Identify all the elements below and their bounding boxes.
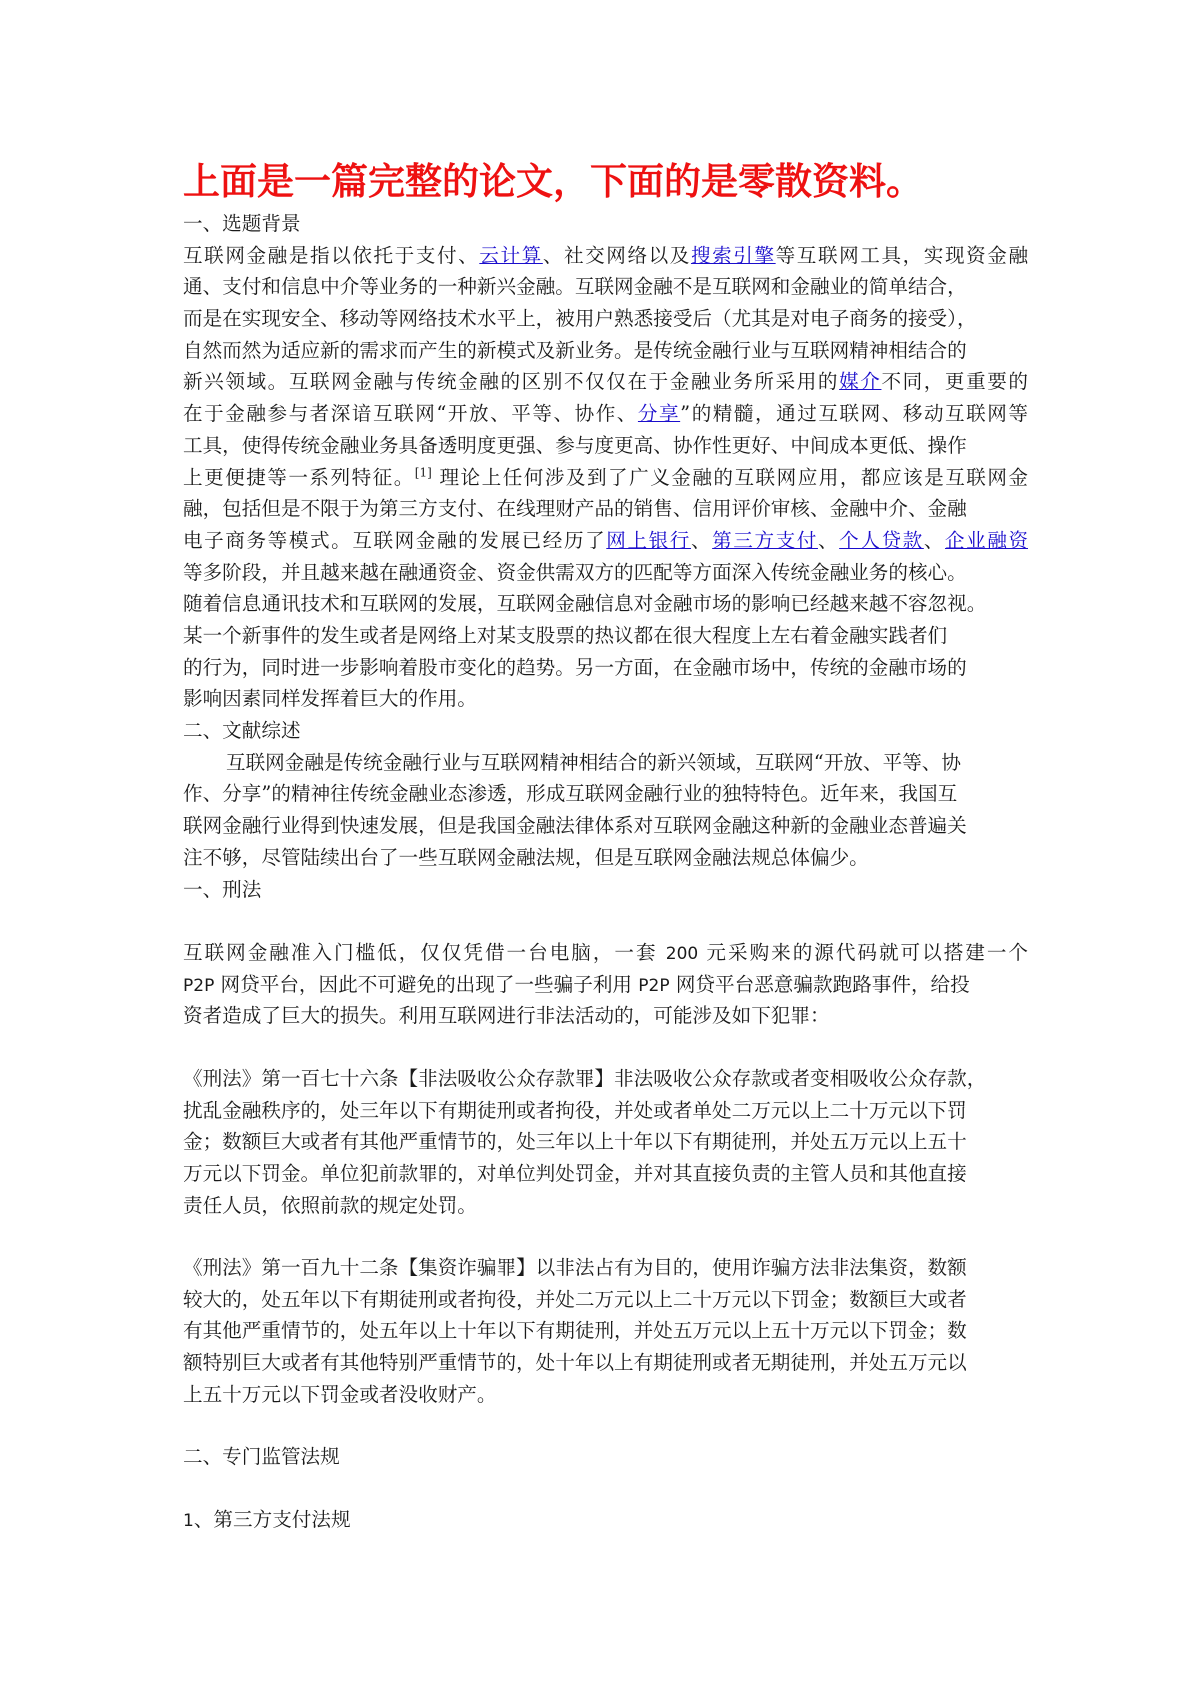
paragraph-line: 的行为，同时进一步影响着股市变化的趋势。另一方面，在金融市场中，传统的金融市场的 bbox=[183, 655, 967, 679]
paragraph-line: 较大的，处五年以下有期徒刑或者拘役，并处二万元以上二十万元以下罚金；数额巨大或者 bbox=[183, 1287, 967, 1311]
paragraph-line: 电子商务等模式。互联网金融的发展已经历了网上银行、第三方支付、个人贷款、企业融资 bbox=[183, 528, 1028, 552]
paragraph-line: 金；数额巨大或者有其他严重情节的，处三年以上十年以下有期徒刑，并处五万元以上五十 bbox=[183, 1130, 967, 1154]
paragraph-line: 在于金融参与者深谙互联网“开放、平等、协作、分享”的精髓，通过互联网、移动互联网等 bbox=[183, 402, 1028, 426]
paragraph-line: 作、分享”的精神往传统金融业态渗透，形成互联网金融行业的独特特色。近年来，我国互 bbox=[183, 782, 958, 806]
paragraph-line: 互联网金融准入门槛低，仅仅凭借一台电脑，一套 200 元采购来的源代码就可以搭建一个 bbox=[183, 941, 1028, 964]
criminal-paragraph-3 bbox=[183, 1252, 1028, 1410]
paragraph-line: 通、支付和信息中介等业务的一种新兴金融。互联网金融不是互联网和金融业的简单结合， bbox=[183, 275, 967, 299]
paragraph-line: 某一个新事件的发生或者是网络上对某支股票的热议都在很大程度上左右着金融实践者们 bbox=[183, 623, 948, 647]
link-third-party-payment[interactable]: 第三方支付 bbox=[712, 528, 818, 552]
subsection-heading: 1、第三方支付法规 bbox=[183, 1508, 351, 1531]
paragraph-line: 万元以下罚金。单位犯前款罪的，对单位判处罚金，并对其直接负责的主管人员和其他直接 bbox=[183, 1162, 967, 1186]
paragraph-line: 《刑法》第一百七十六条【非法吸收公众存款罪】非法吸收公众存款或者变相吸收公众存款， bbox=[183, 1067, 987, 1090]
paragraph-line: 上更便捷等一系列特征。[1] 理论上任何涉及到了广义金融的互联网应用，都应该是互联网金 bbox=[183, 464, 1028, 489]
link-media[interactable]: 媒介 bbox=[839, 370, 882, 394]
footnote-reference[interactable]: [1] bbox=[414, 464, 432, 479]
paragraph-line: 融，包括但是不限于为第三方支付、在线理财产品的销售、信用评价审核、金融中介、金融 bbox=[183, 497, 967, 521]
paragraph-line: 资者造成了巨大的损失。利用互联网进行非法活动的，可能涉及如下犯罪： bbox=[183, 1004, 830, 1028]
paragraph-line: 自然而然为适应新的需求而产生的新模式及新业务。是传统金融行业与互联网精神相结合的 bbox=[183, 338, 967, 362]
paragraph-line: 影响因素同样发挥着巨大的作用。 bbox=[183, 687, 477, 711]
paragraph-line: 随着信息通讯技术和互联网的发展，互联网金融信息对金融市场的影响已经越来越不容忽视。 bbox=[183, 592, 987, 616]
link-search-engine[interactable]: 搜索引擎 bbox=[690, 243, 776, 267]
paragraph-line: 等多阶段，并且越来越在融通资金、资金供需双方的匹配等方面深入传统金融业务的核心。 bbox=[183, 560, 967, 584]
section-criminal-law-heading bbox=[183, 874, 1028, 906]
section-heading-regulation: 二、专门监管法规 bbox=[183, 1445, 340, 1468]
section-literature-review bbox=[183, 715, 1028, 873]
criminal-paragraph-2 bbox=[183, 1063, 1028, 1221]
paragraph-line: 责任人员，依照前款的规定处罚。 bbox=[183, 1193, 477, 1217]
paragraph-line: 上五十万元以下罚金或者没收财产。 bbox=[183, 1382, 497, 1406]
paragraph-line: 新兴领域。互联网金融与传统金融的区别不仅仅在于金融业务所采用的媒介不同，更重要的 bbox=[183, 370, 1028, 394]
link-corporate-financing[interactable]: 企业融资 bbox=[944, 528, 1028, 552]
paragraph-line: 互联网金融是传统金融行业与互联网精神相结合的新兴领域，互联网“开放、平等、协 bbox=[226, 750, 961, 774]
paragraph-line: 《刑法》第一百九十二条【集资诈骗罪】以非法占有为目的，使用诈骗方法非法集资，数额 bbox=[183, 1256, 967, 1279]
section-heading-literature-review: 二、文献综述 bbox=[183, 719, 301, 742]
subsection-third-party-payment bbox=[183, 1504, 1028, 1536]
section-background bbox=[183, 208, 1028, 715]
link-share[interactable]: 分享 bbox=[637, 402, 681, 426]
paragraph-line: 扰乱金融秩序的，处三年以下有期徒刑或者拘役，并处或者单处二万元以上二十万元以下罚 bbox=[183, 1098, 967, 1122]
paragraph-line: 注不够，尽管陆续出台了一些互联网金融法规，但是互联网金融法规总体偏少。 bbox=[183, 845, 869, 869]
paragraph-line: 额特别巨大或者有其他特别严重情节的，处十年以上有期徒刑或者无期徒刑，并处五万元以 bbox=[183, 1351, 967, 1375]
section-heading-criminal-law: 一、刑法 bbox=[183, 878, 262, 901]
link-cloud-computing[interactable]: 云计算 bbox=[479, 243, 543, 267]
paragraph-line: 联网金融行业得到快速发展，但是我国金融法律体系对互联网金融这种新的金融业态普遍关 bbox=[183, 814, 967, 838]
section-heading-background: 一、选题背景 bbox=[183, 212, 301, 235]
link-personal-loans[interactable]: 个人贷款 bbox=[839, 528, 924, 552]
criminal-paragraph-1 bbox=[183, 937, 1028, 1032]
page-title: 上面是一篇完整的论文，下面的是零散资料。 bbox=[183, 159, 923, 203]
section-regulation-heading bbox=[183, 1441, 1028, 1473]
paragraph-line: 有其他严重情节的，处五年以上十年以下有期徒刑，并处五万元以上五十万元以下罚金；数 bbox=[183, 1319, 967, 1343]
paragraph-line: 互联网金融是指以依托于支付、云计算、社交网络以及搜索引擎等互联网工具，实现资金融 bbox=[183, 243, 1028, 267]
paragraph-line: 工具，使得传统金融业务具备透明度更强、参与度更高、协作性更好、中间成本更低、操作 bbox=[183, 433, 967, 457]
paragraph-line: P2P 网贷平台，因此不可避免的出现了一些骗子利用 P2P 网贷平台恶意骗款跑路事件，给投 bbox=[183, 972, 970, 996]
link-online-banking[interactable]: 网上银行 bbox=[606, 528, 691, 552]
paragraph-line: 而是在实现安全、移动等网络技术水平上，被用户熟悉接受后（尤其是对电子商务的接受）， bbox=[183, 307, 977, 331]
